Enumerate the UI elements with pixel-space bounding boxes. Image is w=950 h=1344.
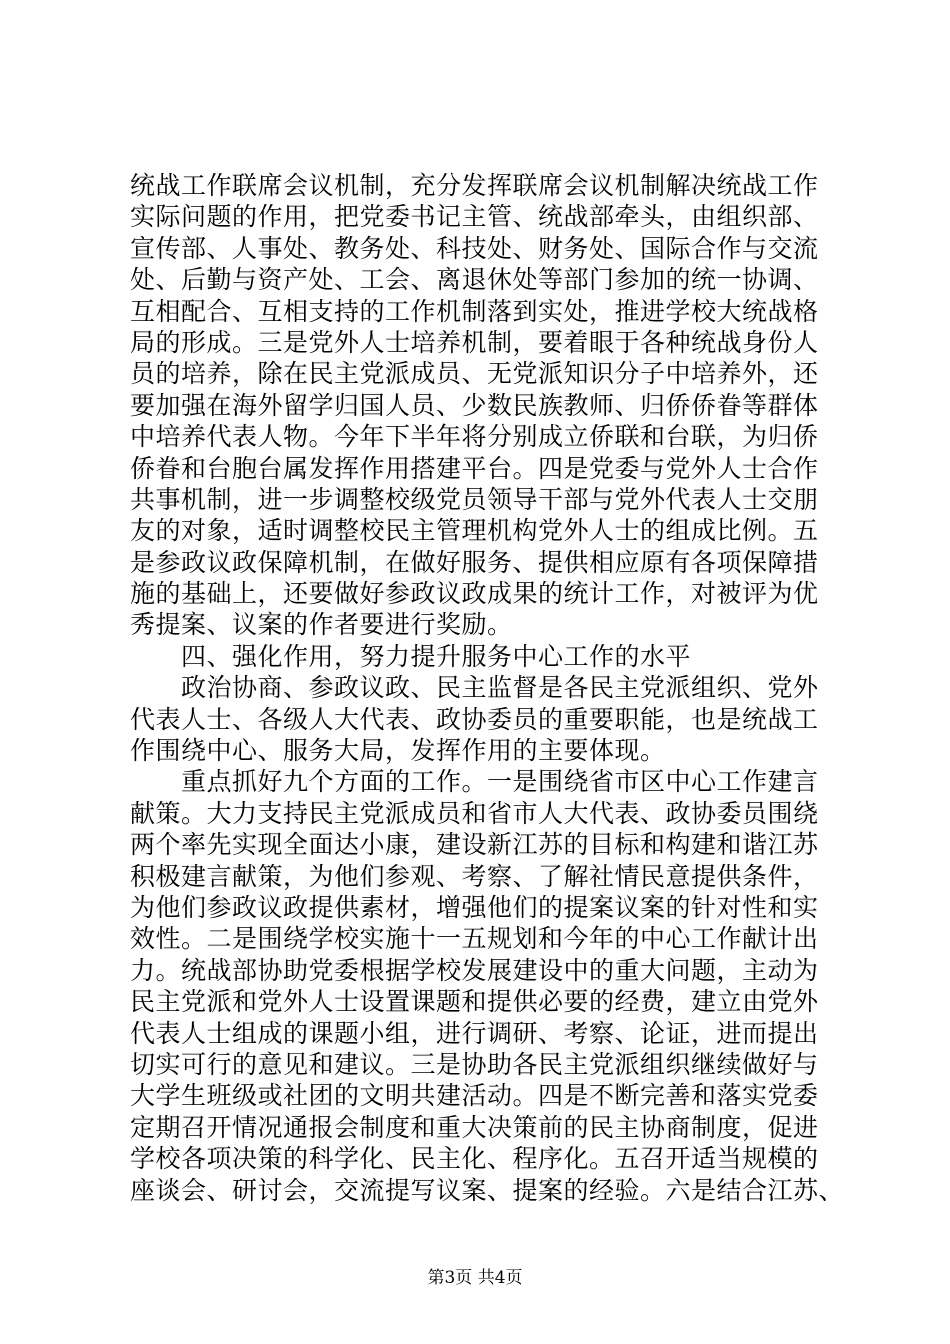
text-line: 互相配合、互相支持的工作机制落到实处，推进学校大统战格: [130, 296, 819, 326]
text-line: 学校各项决策的科学化、民主化、程序化。五召开适当规模的: [130, 1144, 819, 1174]
text-line: 力。统战部协助党委根据学校发展建设中的重大问题，主动为: [130, 955, 819, 985]
text-line: 局的形成。三是党外人士培养机制，要着眼于各种统战身份人: [130, 327, 819, 357]
text-line: 代表人士组成的课题小组，进行调研、考察、论证，进而提出: [130, 1018, 819, 1048]
text-line: 大学生班级或社团的文明共建活动。四是不断完善和落实党委: [130, 1081, 819, 1111]
text-line: 处、后勤与资产处、工会、离退休处等部门参加的统一协调、: [130, 265, 819, 295]
text-line: 四、强化作用，努力提升服务中心工作的水平: [130, 641, 692, 671]
body-text: [130, 170, 845, 1206]
text-line: 政治协商、参政议政、民主监督是各民主党派组织、党外: [130, 673, 819, 703]
text-line: 中培养代表人物。今年下半年将分别成立侨联和台联，为归侨: [130, 422, 819, 452]
text-line: 积极建言献策，为他们参观、考察、了解社情民意提供条件，: [130, 861, 819, 891]
text-line: 侨眷和台胞台属发挥作用搭建平台。四是党委与党外人士合作: [130, 453, 819, 483]
text-line: 作围绕中心、服务大局，发挥作用的主要体现。: [130, 736, 666, 766]
text-line: 秀提案、议案的作者要进行奖励。: [130, 610, 513, 640]
page-footer: 第3页 共4页: [427, 1268, 523, 1288]
text-line: 宣传部、人事处、教务处、科技处、财务处、国际合作与交流: [130, 233, 819, 263]
text-line: 要加强在海外留学归国人员、少数民族教师、归侨侨眷等群体: [130, 390, 819, 420]
text-line: 座谈会、研讨会，交流提写议案、提案的经验。六是结合江苏、: [130, 1175, 845, 1205]
text-line: 民主党派和党外人士设置课题和提供必要的经费，建立由党外: [130, 987, 819, 1017]
text-line: 重点抓好九个方面的工作。一是围绕省市区中心工作建言: [130, 767, 819, 797]
text-line: 友的对象，适时调整校民主管理机构党外人士的组成比例。五: [130, 516, 819, 546]
text-line: 切实可行的意见和建议。三是协助各民主党派组织继续做好与: [130, 1049, 819, 1079]
text-line: 员的培养，除在民主党派成员、无党派知识分子中培养外，还: [130, 359, 819, 389]
text-line: 两个率先实现全面达小康，建设新江苏的目标和构建和谐江苏: [130, 830, 819, 860]
text-line: 定期召开情况通报会制度和重大决策前的民主协商制度，促进: [130, 1112, 819, 1142]
text-line: 实际问题的作用，把党委书记主管、统战部牵头，由组织部、: [130, 202, 819, 232]
text-line: 施的基础上，还要做好参政议政成果的统计工作，对被评为优: [130, 579, 819, 609]
text-line: 统战工作联席会议机制，充分发挥联席会议机制解决统战工作: [130, 171, 819, 200]
text-line: 为他们参政议政提供素材，增强他们的提案议案的针对性和实: [130, 892, 819, 922]
text-line: 效性。二是围绕学校实施十一五规划和今年的中心工作献计出: [130, 924, 819, 954]
text-line: 献策。大力支持民主党派成员和省市人大代表、政协委员围绕: [130, 798, 819, 828]
text-line: 共事机制，进一步调整校级党员领导干部与党外代表人士交朋: [130, 484, 819, 514]
text-line: 代表人士、各级人大代表、政协委员的重要职能，也是统战工: [130, 704, 819, 734]
text-line: 是参政议政保障机制，在做好服务、提供相应原有各项保障措: [130, 547, 819, 577]
